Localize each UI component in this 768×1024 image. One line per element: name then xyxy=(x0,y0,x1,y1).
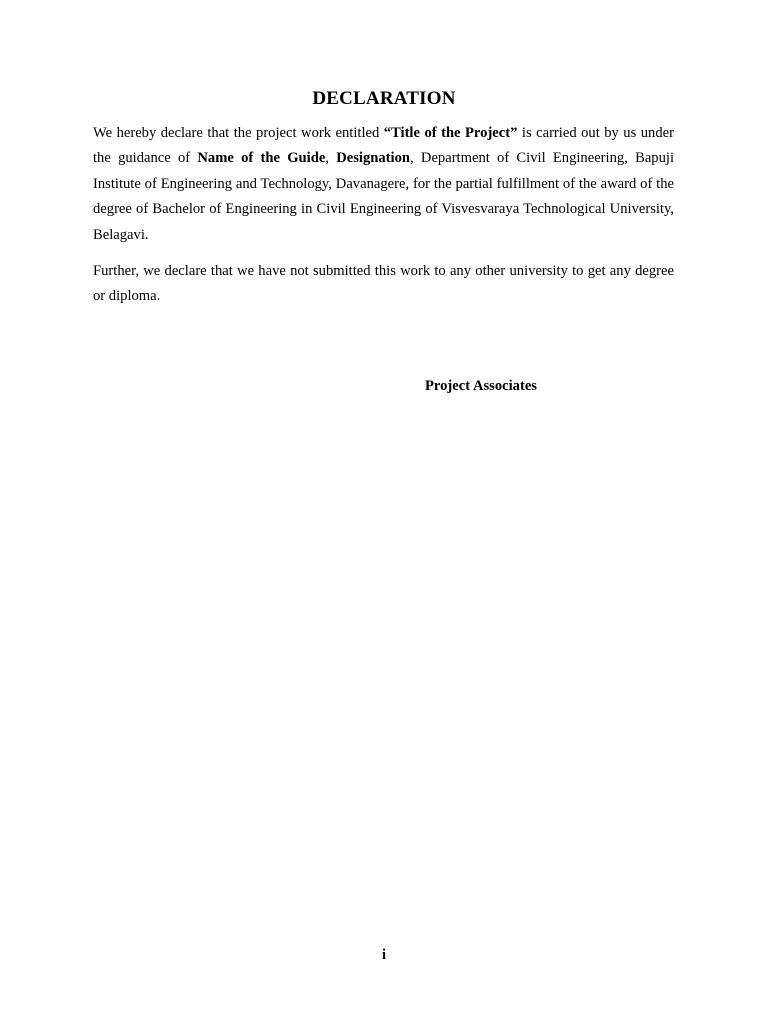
page-title: DECLARATION xyxy=(312,88,456,109)
declaration-paragraph xyxy=(93,121,674,248)
signature-label: Project Associates xyxy=(425,378,537,394)
guide-designation: Designation xyxy=(336,150,411,167)
project-title: “Title of the Project” xyxy=(383,125,518,141)
guide-name: Name of the Guide xyxy=(197,150,326,167)
further-declaration-paragraph: Further, we declare that we have not submitted this work to any other university to get any degree or diploma. xyxy=(93,263,674,305)
paragraph-text: is carried out by us under the guidance of xyxy=(93,125,674,167)
page-number: i xyxy=(381,947,387,963)
paragraph-text: , Department of Civil Engineering, Bapuji Institute of Engineering and Technology, Davanagere, for the partial fulfillment of the award of the degree of Bachelor of Engineering in Civil Engineering of Visvesvaraya Technological University, Belagavi. xyxy=(93,150,674,243)
paragraph-text: We hereby declare that the project work entitled xyxy=(93,125,384,141)
paragraph-text: , xyxy=(325,150,337,167)
